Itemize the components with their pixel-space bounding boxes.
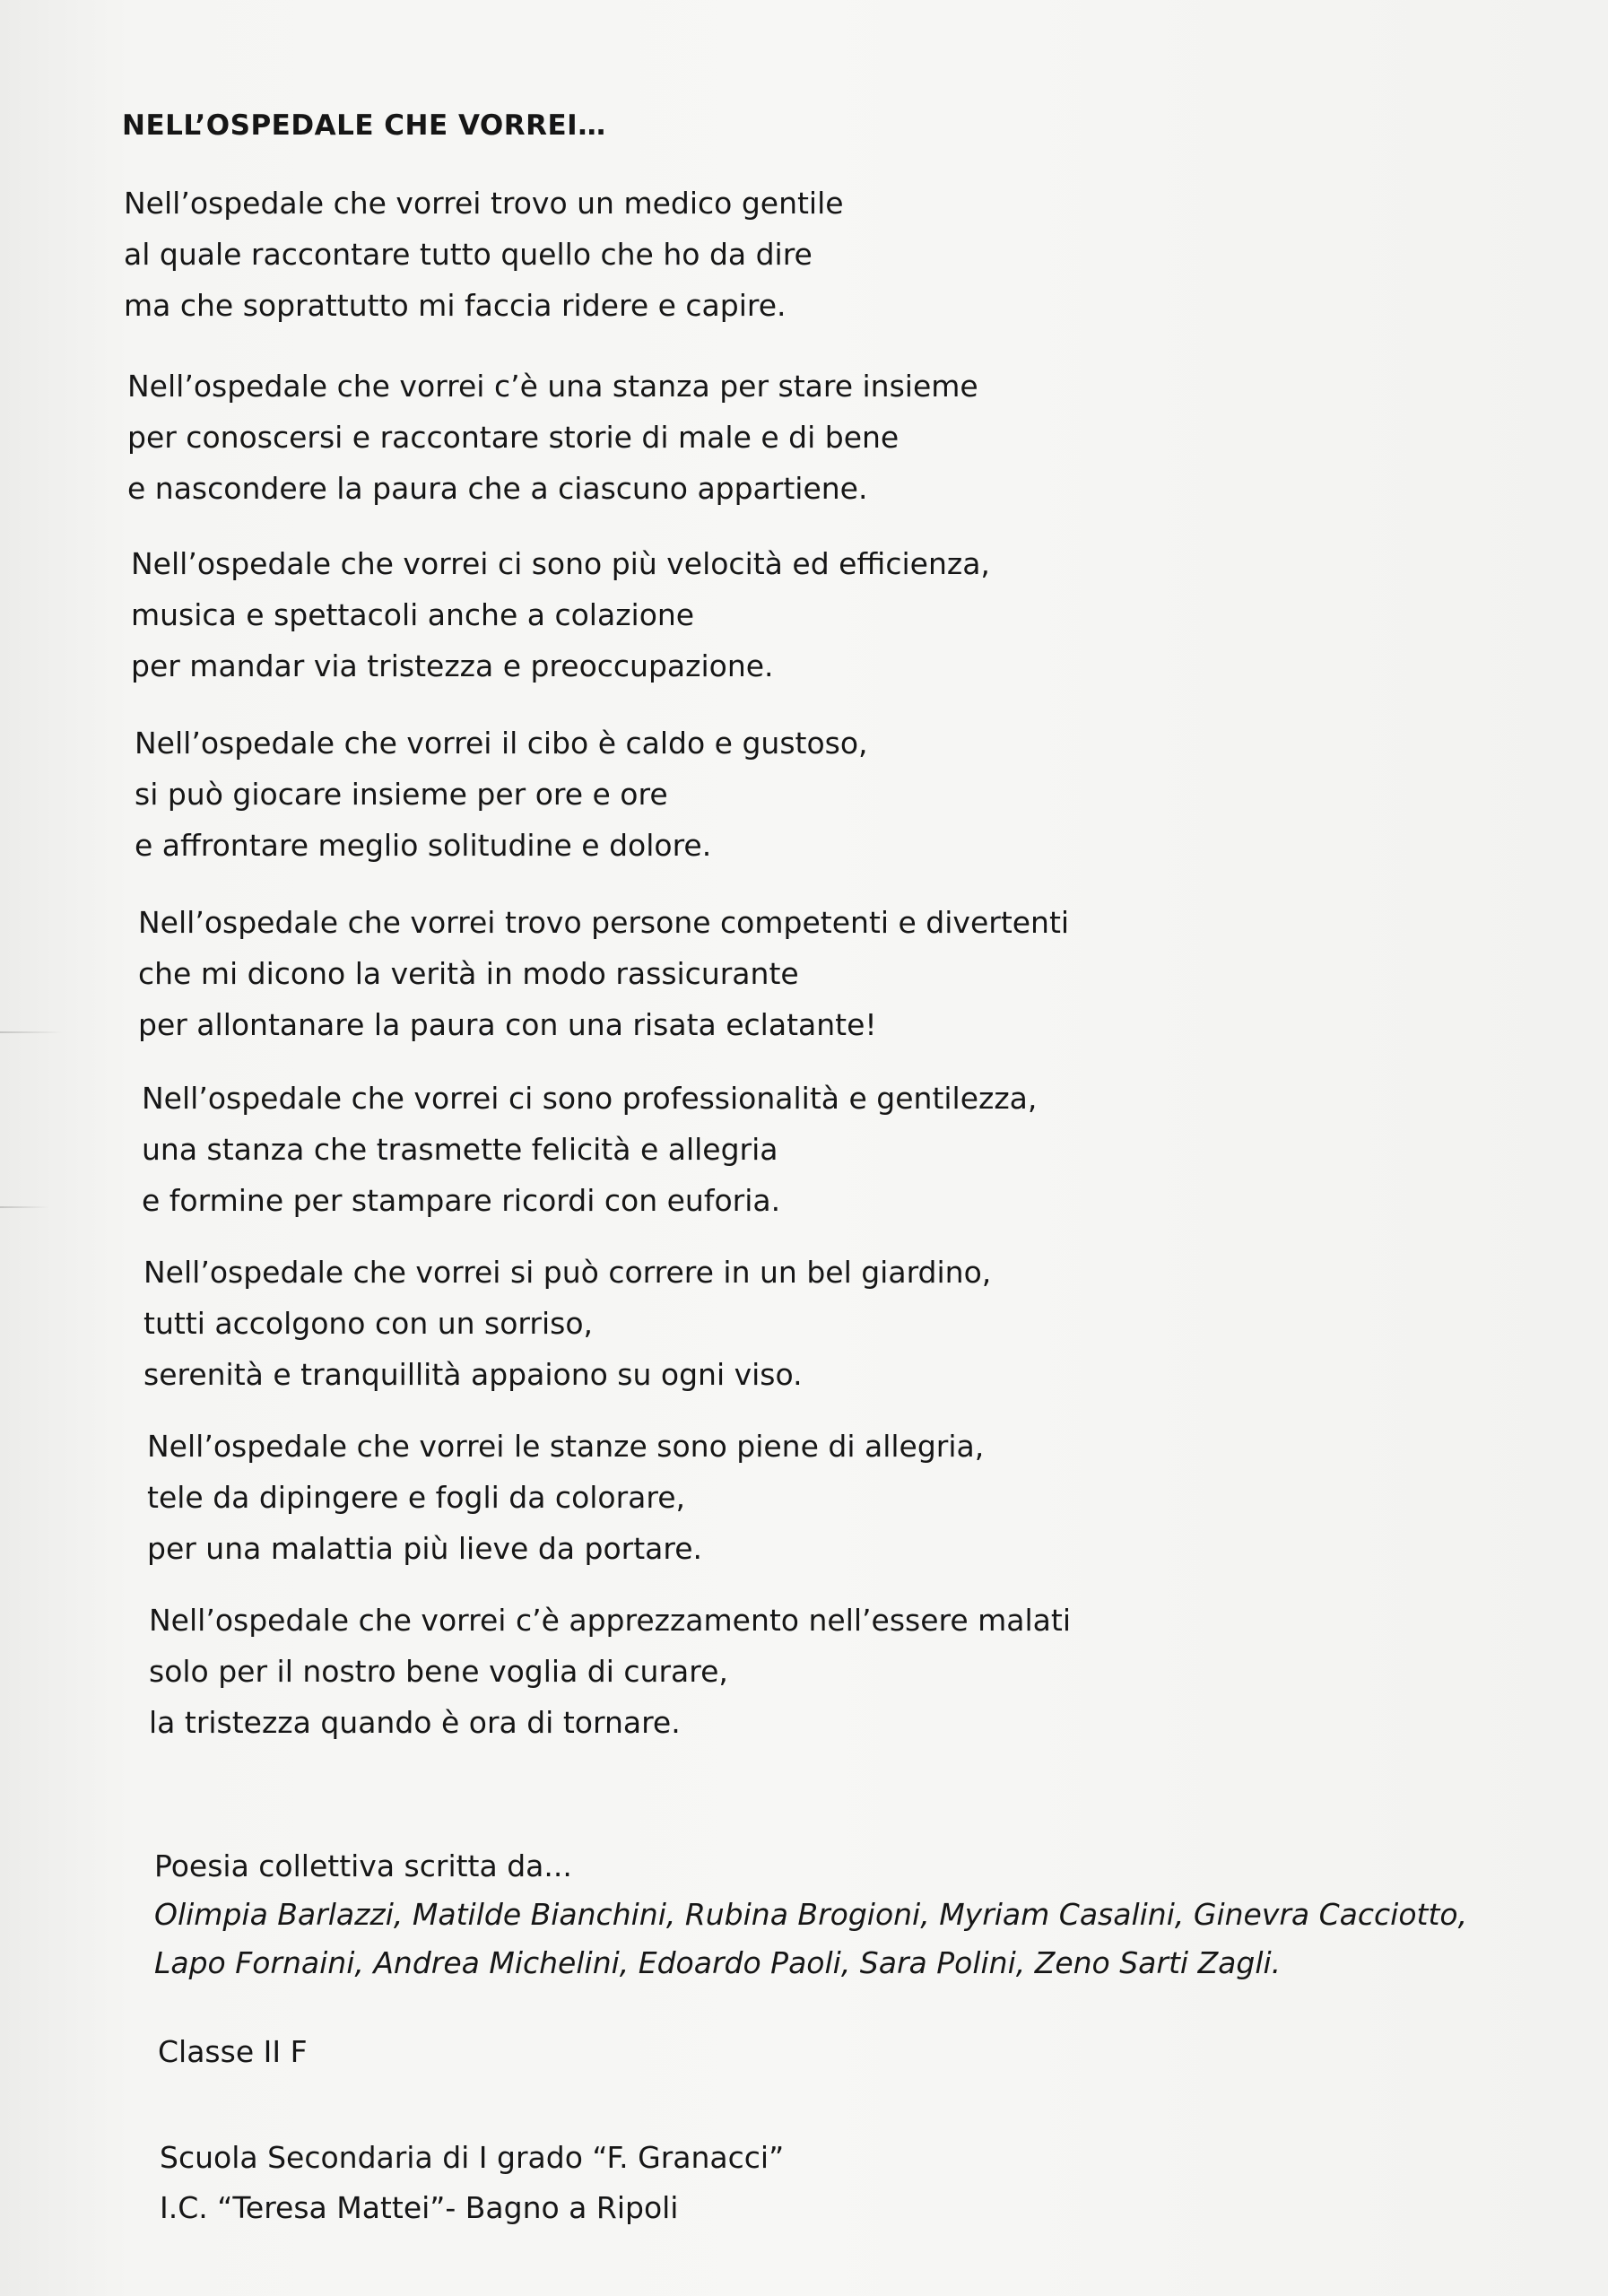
- poem-line: Nell’ospedale che vorrei ci sono più velocità ed efficienza,: [131, 546, 990, 581]
- poem-line: e formine per stampare ricordi con euforia.: [142, 1183, 781, 1218]
- poem-line: e nascondere la paura che a ciascuno appartiene.: [127, 471, 868, 506]
- stanza-5: [138, 897, 1069, 1050]
- poem-line: si può giocare insieme per ore e ore: [135, 777, 668, 812]
- stanza-3: [131, 538, 990, 691]
- credits-intro: Poesia collettiva scritta da...: [154, 1848, 572, 1883]
- poem-line: Nell’ospedale che vorrei le stanze sono piene di allegria,: [147, 1429, 985, 1464]
- poem-line: che mi dicono la verità in modo rassicurante: [138, 956, 799, 991]
- credits-block: [154, 1842, 1467, 1987]
- poem-line: una stanza che trasmette felicità e allegria: [142, 1132, 778, 1167]
- paper-crease: [0, 1206, 49, 1208]
- poem-line: musica e spettacoli anche a colazione: [131, 597, 695, 632]
- poem-line: per una malattia più lieve da portare.: [147, 1531, 703, 1566]
- poem-line: tele da dipingere e fogli da colorare,: [147, 1480, 686, 1515]
- institute-name: I.C. “Teresa Mattei”- Bagno a Ripoli: [160, 2190, 679, 2225]
- stanza-8: [147, 1421, 984, 1574]
- poem-line: Nell’ospedale che vorrei trovo un medico gentile: [124, 186, 844, 221]
- stanza-4: [135, 718, 868, 871]
- class-label: Classe II F: [158, 2034, 308, 2069]
- stanza-1: [124, 178, 844, 331]
- poem-line: tutti accolgono con un sorriso,: [143, 1306, 594, 1341]
- poem-line: al quale raccontare tutto quello che ho da dire: [124, 237, 813, 272]
- school-name: Scuola Secondaria di I grado “F. Granacci”: [160, 2140, 785, 2175]
- authors-line: Olimpia Barlazzi, Matilde Bianchini, Rubina Brogioni, Myriam Casalini, Ginevra Cacciotto,: [154, 1897, 1468, 1932]
- poem-line: solo per il nostro bene voglia di curare,: [149, 1654, 728, 1689]
- poem-line: per conoscersi e raccontare storie di male e di bene: [127, 420, 900, 455]
- stanza-9: [149, 1595, 1071, 1748]
- poem-line: Nell’ospedale che vorrei il cibo è caldo e gustoso,: [135, 726, 868, 761]
- poem-line: Nell’ospedale che vorrei c’è apprezzamento nell’essere malati: [149, 1603, 1072, 1638]
- stanza-7: [143, 1247, 991, 1400]
- school-block: [160, 2133, 784, 2233]
- poem-line: serenità e tranquillità appaiono su ogni viso.: [143, 1357, 803, 1392]
- poem-line: Nell’ospedale che vorrei si può correre in un bel giardino,: [143, 1255, 992, 1290]
- poem-line: Nell’ospedale che vorrei trovo persone competenti e divertenti: [138, 905, 1070, 940]
- poem-line: Nell’ospedale che vorrei ci sono professionalità e gentilezza,: [142, 1081, 1038, 1116]
- poem-line: per allontanare la paura con una risata eclatante!: [138, 1007, 877, 1042]
- stanza-6: [142, 1073, 1037, 1226]
- poem-line: e affrontare meglio solitudine e dolore.: [135, 828, 712, 863]
- poem-line: la tristezza quando è ora di tornare.: [149, 1705, 681, 1740]
- poem-title: NELL’OSPEDALE CHE VORREI…: [122, 109, 606, 142]
- authors-line: Lapo Fornaini, Andrea Michelini, Edoardo Paoli, Sara Polini, Zeno Sarti Zagli.: [154, 1945, 1282, 1980]
- poem-line: Nell’ospedale che vorrei c’è una stanza per stare insieme: [127, 369, 978, 404]
- poem-line: ma che soprattutto mi faccia ridere e capire.: [124, 288, 787, 323]
- poem-line: per mandar via tristezza e preoccupazione.: [131, 648, 774, 683]
- paper-crease: [0, 1031, 63, 1033]
- stanza-2: [127, 361, 978, 514]
